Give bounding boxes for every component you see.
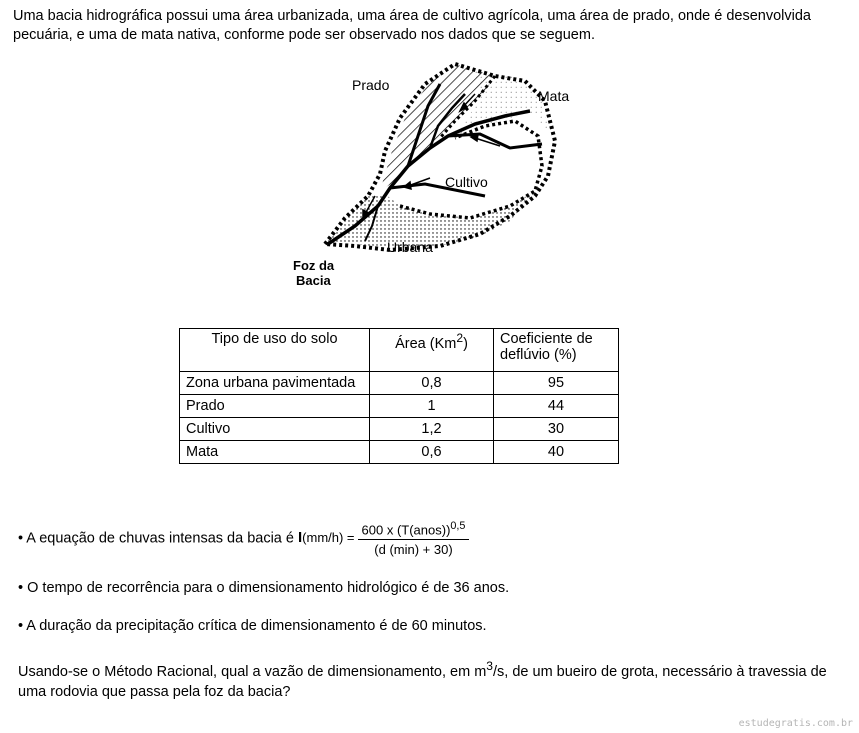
watermark: estudegratis.com.br — [738, 718, 853, 729]
intro-paragraph: Uma bacia hidrográfica possui uma área urbanizada, uma área de cultivo agrícola, uma área de prado, onde é desenvolvida pecuária, e uma de mata nativa, conforme pode ser observado nos dados que se seguem. — [13, 8, 811, 43]
header-area: Área (Km$^2$) — [370, 329, 494, 372]
label-cultivo: Cultivo — [445, 174, 488, 190]
equation-numerator: 600 x (T(anos))$^{0,5}$ — [358, 520, 470, 540]
cell-coef: 95 — [494, 372, 619, 395]
rain-equation — [298, 520, 469, 557]
equation-lhs: (mm/h) = — [302, 530, 355, 546]
cell-area: 1,2 — [370, 418, 494, 441]
bullet-recurrence-time: • O tempo de recorrência para o dimensionamento hidrológico é de 36 anos. — [18, 580, 510, 596]
equation-fraction — [358, 520, 470, 557]
table-row — [180, 418, 619, 441]
table-row — [180, 372, 619, 395]
table-header-row — [180, 329, 619, 372]
table-row — [180, 395, 619, 418]
question-paragraph: Usando-se o Método Racional, qual a vazão de dimensionamento, em $m^3/s$, de um bueiro de grota, necessário à travessia de uma rodovia que passa pela foz da bacia? — [18, 659, 827, 700]
tributary-mata — [448, 134, 542, 148]
cell-area: 1 — [370, 395, 494, 418]
label-foz-line1: Foz da — [293, 258, 335, 273]
cell-area: 0,8 — [370, 372, 494, 395]
cell-coef: 30 — [494, 418, 619, 441]
equation-exponent: 0,5 — [450, 520, 466, 532]
header-tipo: Tipo de uso do solo — [180, 329, 370, 372]
bullet-duration: • A duração da precipitação crítica de dimensionamento é de 60 minutos. — [18, 618, 487, 634]
cell-tipo: Mata — [180, 441, 370, 464]
watershed-diagram — [280, 56, 600, 296]
cell-tipo: Prado — [180, 395, 370, 418]
cell-tipo: Cultivo — [180, 418, 370, 441]
cell-tipo: Zona urbana pavimentada — [180, 372, 370, 395]
cell-coef: 40 — [494, 441, 619, 464]
bullet-rain-equation-text: • A equação de chuvas intensas da bacia é — [18, 530, 298, 547]
label-mata: Mata — [538, 88, 570, 104]
equation-denominator: (d (min) + 30) — [374, 542, 453, 558]
label-foz-line2: Bacia — [296, 273, 331, 288]
header-coeficiente: Coeficiente de deflúvio (%) — [494, 329, 619, 372]
cell-area: 0,6 — [370, 441, 494, 464]
equation-intensity-symbol: I — [297, 529, 303, 547]
label-urbana: Urbana — [387, 239, 433, 255]
cell-coef: 44 — [494, 395, 619, 418]
bullet-rain-equation — [18, 520, 469, 557]
land-use-table — [179, 328, 619, 464]
label-prado: Prado — [352, 77, 390, 93]
table-row — [180, 441, 619, 464]
